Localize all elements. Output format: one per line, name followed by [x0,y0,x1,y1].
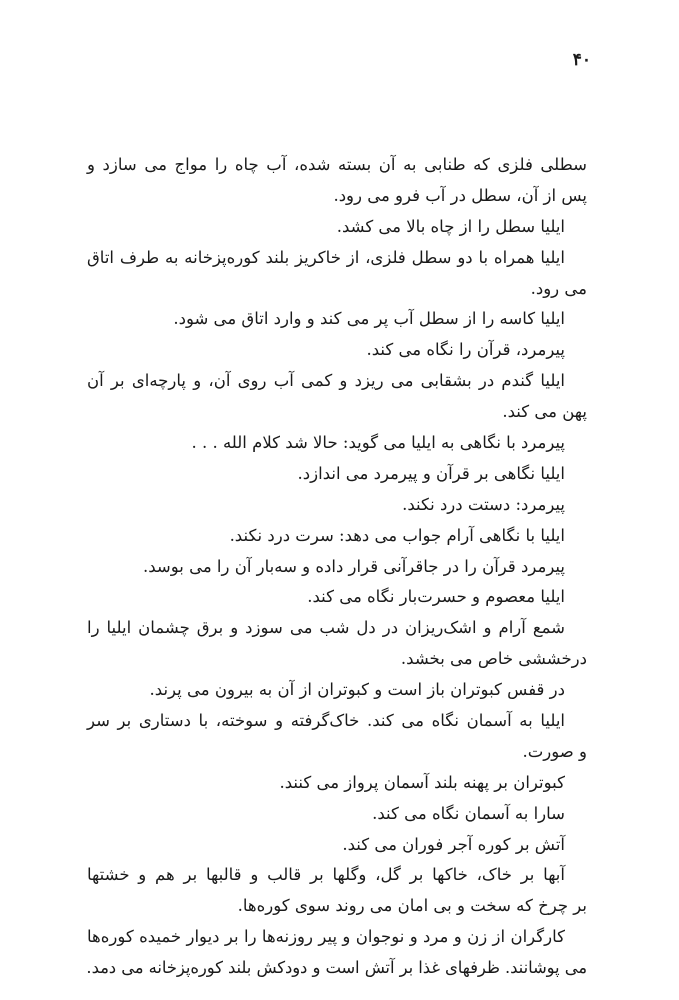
text-line: ایلیا با نگاهی آرام جواب می دهد: سرت درد نکند. [229,525,565,545]
text-line: پیرمرد با نگاهی به ایلیا می گوید: حالا شد کلام الله . . . [191,433,565,453]
text-line: سارا به آسمان نگاه می کند. [372,803,565,823]
page-number: ۴۰ [572,50,591,70]
text-line: ایلیا به آسمان نگاه می کند. خاک‌گرفته و سوخته، با دستاری بر سر [87,711,565,731]
text-line: و صورت. [522,741,587,761]
body-text [87,150,587,984]
text-line: درخششی خاص می بخشد. [400,649,587,669]
text-line: شمع آرام و اشک‌ریزان در دل شب می سوزد و برق چشمان ایلیا را [87,618,565,638]
text-line: ایلیا نگاهی بر قرآن و پیرمرد می اندازد. [297,463,565,483]
text-line: ایلیا سطل را از چاه بالا می کشد. [336,216,565,236]
text-line: ایلیا همراه با دو سطل فلزی، از خاکریز بلند کوره‌پزخانه به طرف اتاق [87,247,565,267]
text-line: بر چرخ که سخت و بی امان می روند سوی کوره‌ها. [237,896,587,916]
text-line: ایلیا معصوم و حسرت‌بار نگاه می کند. [307,587,565,607]
text-line: پهن می کند. [502,402,587,422]
text-line: پیرمرد، قرآن را نگاه می کند. [366,340,565,360]
text-line: آبها بر خاک، خاکها بر گل، وگلها بر قالب و قالبها بر هم و خشتها [87,865,565,885]
text-line: پس از آن، سطل در آب فرو می رود. [333,185,587,205]
text-line: ایلیا گندم در بشقابی می ریزد و کمی آب روی آن، و پارچه‌ای بر آن [87,371,565,391]
text-line: کبوتران بر پهنه بلند آسمان پرواز می کنند. [279,772,565,792]
text-line: سطلی فلزی که طنابی به آن بسته شده، آب چاه را مواج می سازد و [87,155,587,174]
text-line: کارگران از زن و مرد و نوجوان و پیر روزنه‌ها را بر دیوار خمیده کوره‌ها [87,927,565,947]
text-line: ایلیا کاسه را از سطل آب پر می کند و وارد اتاق می شود. [173,309,565,329]
text-line: پیرمرد: دستت درد نکند. [402,494,565,514]
text-line: آتش بر کوره آجر فوران می کند. [342,834,565,854]
text-line: می رود. [530,278,587,298]
text-line: پیرمرد قرآن را در جاقرآنی قرار داده و سه‌بار آن را می بوسد. [143,556,565,576]
text-line: در قفس کبوتران باز است و کبوتران از آن به بیرون می پرند. [149,680,565,700]
text-line: می پوشانند. ظرفهای غذا بر آتش است و دودکش بلند کوره‌پزخانه می دمد. [86,958,587,978]
